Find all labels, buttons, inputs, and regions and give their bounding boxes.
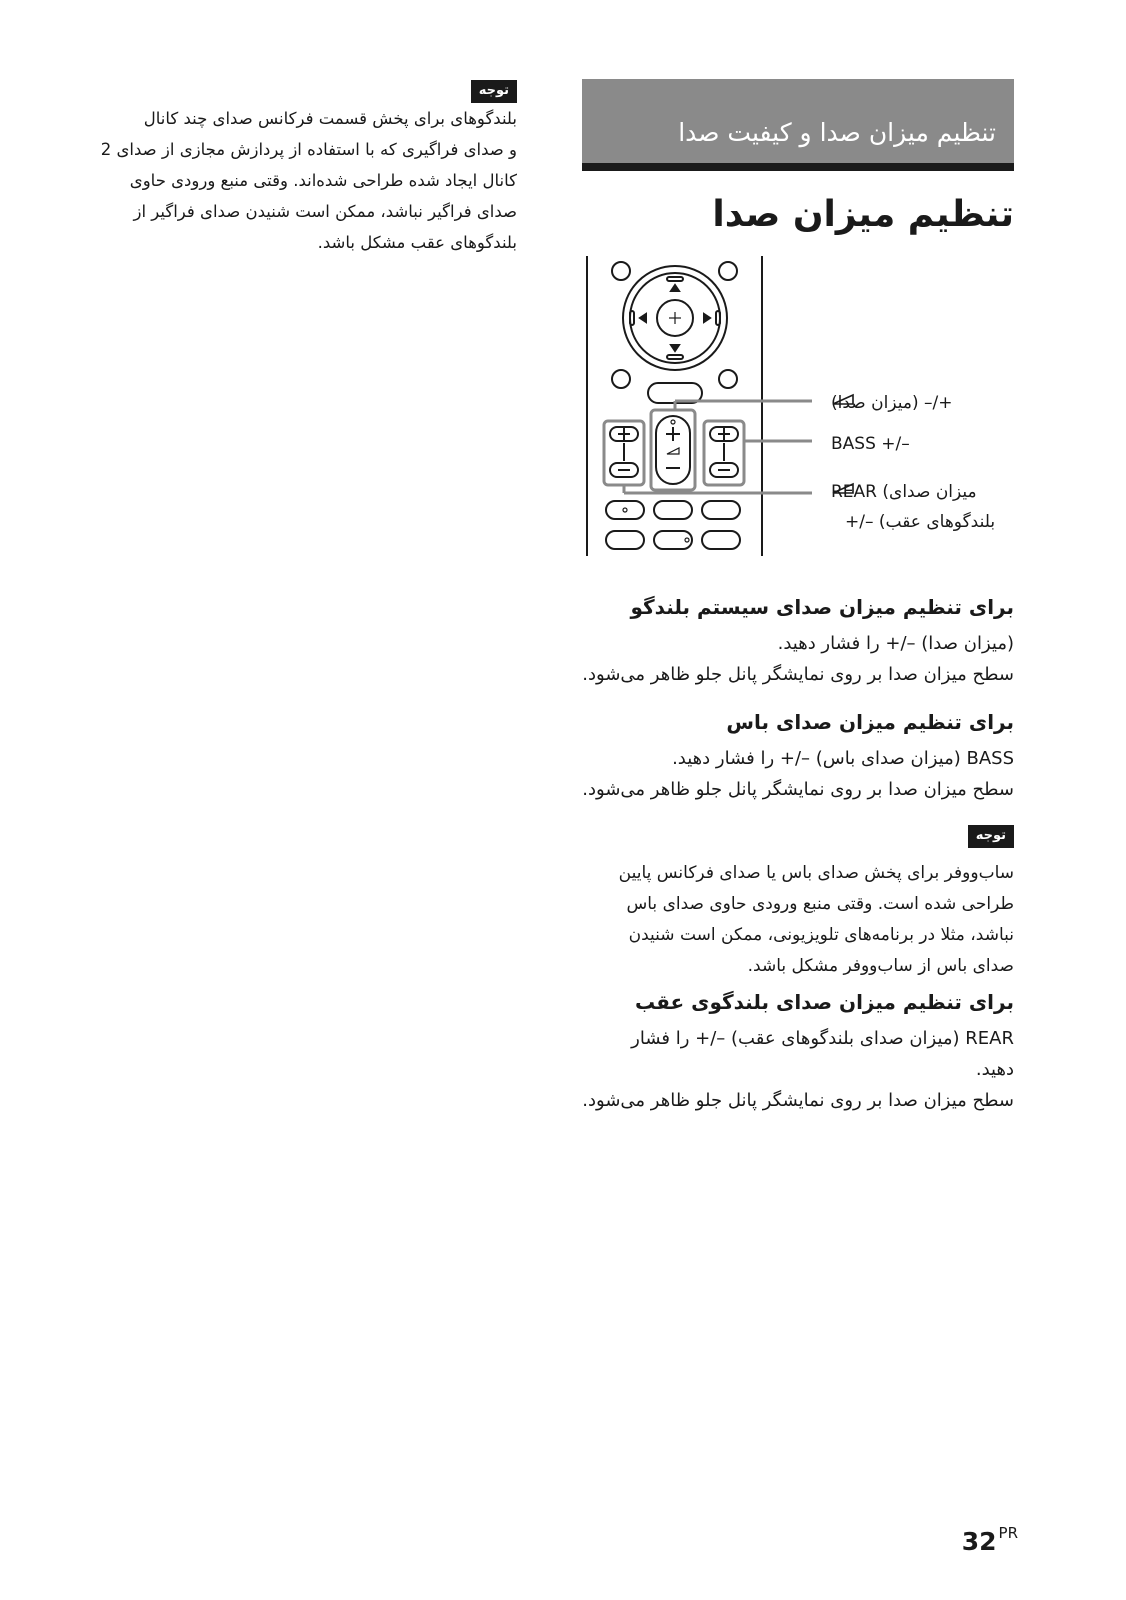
page-number-value: 32 — [961, 1527, 997, 1556]
remote-control-illustration — [582, 256, 1022, 576]
note-text — [85, 103, 517, 258]
section-heading: برای تنظیم میزان صدای باس — [726, 710, 1014, 734]
note-line: صدای باس از ساب‌ووفر مشکل باشد. — [747, 956, 1014, 976]
highlight-frames — [604, 401, 812, 493]
note-line: بلندگوهای عقب مشکل باشد. — [317, 233, 517, 252]
section-title: تنظیم میزان صدا و کیفیت صدا — [678, 118, 996, 147]
note-text — [574, 858, 1014, 982]
note-badge: توجه — [968, 825, 1014, 848]
note-line: صدای فراگیر نباشد، ممکن است شنیدن صدای فراگیر از — [133, 202, 517, 221]
bass-buttons — [710, 427, 738, 477]
callout-rear — [831, 481, 977, 503]
left-note — [85, 80, 517, 258]
note-line: بلندگوهای برای پخش قسمت فرکانس صدای چند کانال — [143, 109, 517, 128]
callout-volume — [831, 392, 952, 414]
page-number-suffix: PR — [998, 1524, 1018, 1542]
rear-speaker-volume-section — [574, 987, 1014, 1116]
volume-icon — [831, 392, 855, 406]
bass-volume-section — [574, 707, 1014, 805]
subwoofer-note — [574, 824, 1014, 982]
system-volume-section — [574, 592, 1014, 690]
callout-rear-continued: بلندگوهای عقب) –/+ — [845, 512, 996, 532]
callout-rear-label: REAR (میزان صدای — [831, 482, 977, 502]
callout-volume-label: (میزان صدا) –/+ — [831, 393, 953, 413]
page-number — [961, 1524, 1018, 1556]
bottom-buttons — [606, 501, 740, 549]
note-line: کانال ایجاد شده طراحی شده‌اند. وقتی منبع ورودی حاوی — [129, 171, 517, 190]
mid-left-button — [612, 370, 630, 388]
top-left-button — [612, 262, 630, 280]
page-heading: تنظیم میزان صدا — [712, 194, 1014, 235]
note-badge: توجه — [471, 80, 517, 103]
navigation-pad — [623, 266, 727, 370]
body-line: REAR (میزان صدای بلندگوهای عقب) –/+ را فشار — [631, 1028, 1014, 1049]
body-line: سطح میزان صدا بر روی نمایشگر پانل جلو ظاهر می‌شود. — [582, 1090, 1014, 1111]
body-line: دهید. — [975, 1059, 1014, 1080]
body-line: سطح میزان صدا بر روی نمایشگر پانل جلو ظاهر می‌شود. — [582, 779, 1014, 800]
note-line: طراحی شده است. وقتی منبع ورودی حاوی صدای باس — [626, 894, 1014, 914]
mid-right-button — [719, 370, 737, 388]
body-line: (میزان صدا) –/+ را فشار دهید. — [777, 633, 1014, 654]
callout-bass: BASS +/– — [831, 434, 910, 454]
note-line: و صدای فراگیری که با استفاده از پردازش مجازی از صدای 2 — [100, 140, 517, 159]
section-heading: برای تنظیم میزان صدای سیستم بلندگو — [630, 595, 1014, 619]
body-line: سطح میزان صدا بر روی نمایشگر پانل جلو ظاهر می‌شود. — [582, 664, 1014, 685]
note-line: ساب‌ووفر برای پخش صدای باس یا صدای فرکانس پایین — [618, 863, 1014, 883]
section-banner — [582, 79, 1014, 171]
top-right-button — [719, 262, 737, 280]
note-line: نباشد، مثلا در برنامه‌های تلویزیونی، ممکن است شنیدن — [628, 925, 1014, 945]
rear-volume-buttons — [610, 427, 638, 477]
body-line: BASS (میزان صدای باس) –/+ را فشار دهید. — [672, 748, 1014, 769]
volume-buttons — [656, 416, 690, 484]
section-heading: برای تنظیم میزان صدای بلندگوی عقب — [634, 990, 1014, 1014]
volume-icon — [831, 481, 855, 495]
